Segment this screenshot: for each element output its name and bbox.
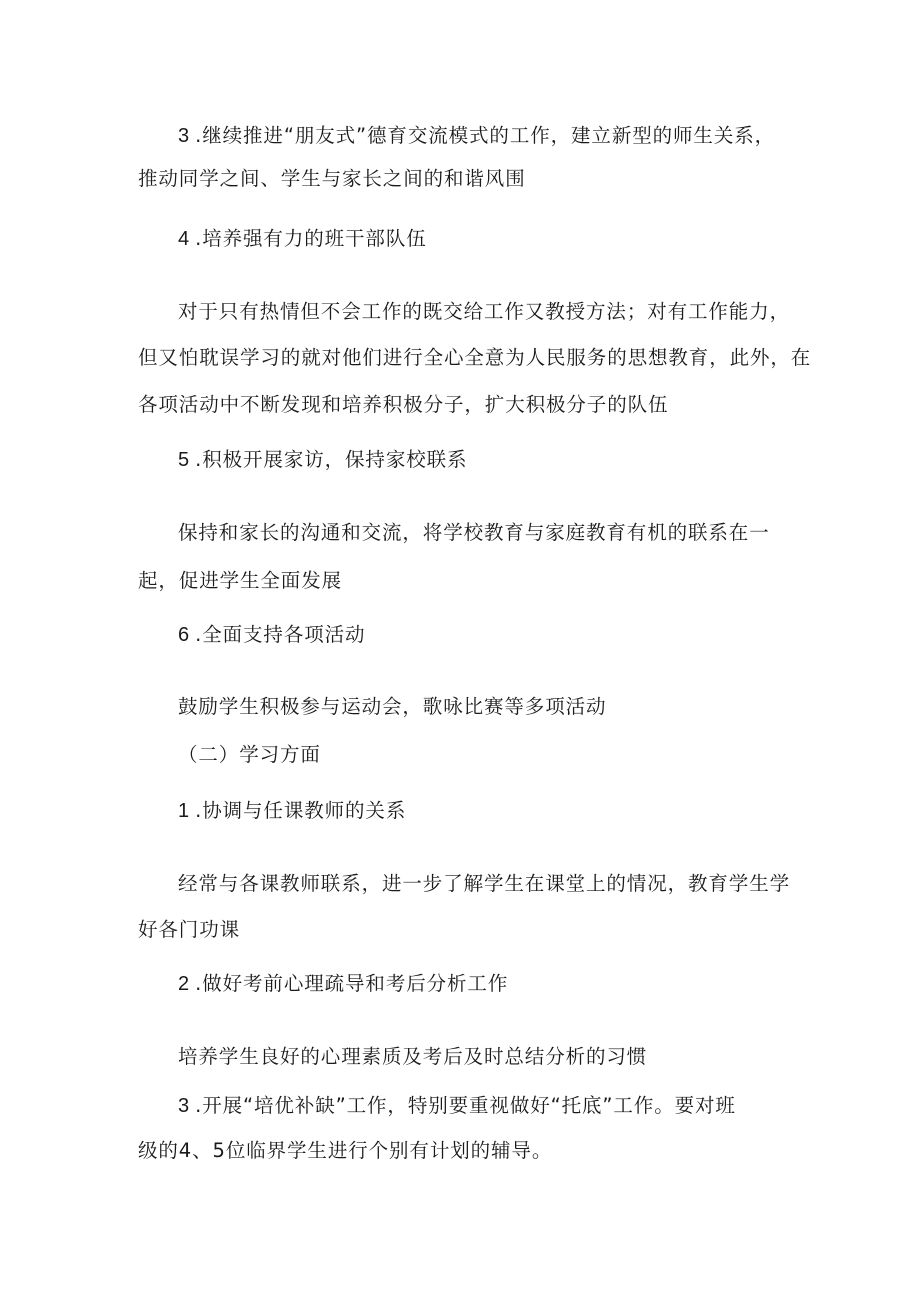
study-item2-heading	[178, 972, 508, 996]
item5-number: 5	[178, 449, 190, 471]
item3-number: 3	[178, 125, 190, 147]
study-item3-heading-line2: 级的4、5位临界学生进行个别有计划的辅导。	[138, 1139, 553, 1162]
section-heading-study: （二）学习方面	[178, 743, 321, 766]
study-item3-heading-line1	[178, 1094, 736, 1118]
item6-number: 6	[178, 624, 190, 646]
item4-heading-text: .培养强有力的班干部队伍	[195, 227, 427, 250]
study-item3-number: 3	[178, 1095, 190, 1117]
item3-heading-line2: 推动同学之间、学生与家长之间的和谐风围	[138, 167, 526, 190]
study-item2-number: 2	[178, 973, 190, 995]
item5-body-line2: 起，促进学生全面发展	[138, 569, 343, 592]
item4-number: 4	[178, 228, 190, 250]
study-item2-heading-text: .做好考前心理疏导和考后分析工作	[195, 972, 509, 995]
study-item1-number: 1	[178, 800, 190, 822]
item5-heading	[178, 448, 467, 472]
study-item1-body-line2: 好各门功课	[138, 918, 241, 941]
study-item2-body: 培养学生良好的心理素质及考后及时总结分析的习惯	[178, 1045, 648, 1068]
study-item3-heading-text: .开展“培优补缺”工作，特别要重视做好“托底”工作。要对班	[195, 1094, 736, 1117]
item5-body-line1: 保持和家长的沟通和交流，将学校教育与家庭教育有机的联系在一	[178, 521, 770, 544]
item6-heading	[178, 623, 365, 647]
item6-heading-text: .全面支持各项活动	[195, 623, 366, 646]
item3-heading-text: .继续推进“朋友式”德育交流模式的工作，建立新型的师生关系，	[195, 124, 776, 147]
item4-body-line1: 对于只有热情但不会工作的既交给工作又教授方法；对有工作能力，	[178, 300, 791, 323]
item5-heading-text: .积极开展家访，保持家校联系	[195, 448, 468, 471]
study-item1-heading	[178, 799, 406, 823]
item4-body-line3: 各项活动中不断发现和培养积极分子，扩大积极分子的队伍	[138, 393, 669, 416]
study-item1-body-line1: 经常与各课教师联系，进一步了解学生在课堂上的情况，教育学生学	[178, 872, 791, 895]
item4-heading	[178, 227, 427, 251]
item4-body-line2: 但又怕耽误学习的就对他们进行全心全意为人民服务的思想教育，此外，在	[138, 346, 812, 369]
item3-heading-line1	[178, 124, 775, 148]
study-item1-heading-text: .协调与任课教师的关系	[195, 799, 407, 822]
item6-body: 鼓励学生积极参与运动会，歌咏比赛等多项活动	[178, 695, 607, 718]
